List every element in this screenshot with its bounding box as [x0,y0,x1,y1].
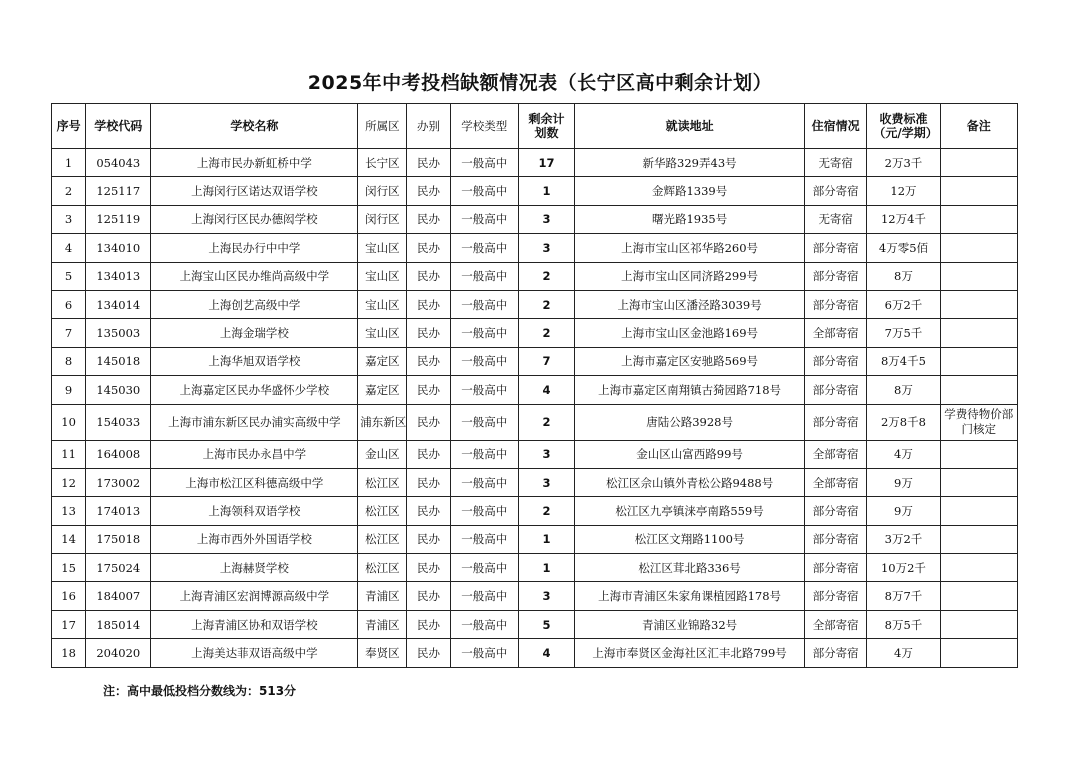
cell-address: 上海市嘉定区安驰路569号 [575,347,805,375]
cell-seq: 11 [52,440,86,468]
cell-school-type: 一般高中 [450,290,518,318]
table-row [52,440,1018,468]
cell-district: 松江区 [358,468,407,496]
cell-district: 宝山区 [358,234,407,262]
cell-boarding: 部分寄宿 [805,290,867,318]
cell-boarding: 部分寄宿 [805,262,867,290]
cell-boarding: 部分寄宿 [805,525,867,553]
header-school-type: 学校类型 [450,104,518,149]
cell-name: 上海市西外外国语学校 [151,525,358,553]
cell-address: 曙光路1935号 [575,205,805,233]
cell-address: 唐陆公路3928号 [575,404,805,440]
cell-district: 松江区 [358,497,407,525]
cell-remaining: 5 [518,610,574,638]
cell-boarding: 全部寄宿 [805,319,867,347]
cell-address: 上海市宝山区金池路169号 [575,319,805,347]
cell-address: 松江区九亭镇涞亭南路559号 [575,497,805,525]
cell-fee: 9万 [867,468,940,496]
cell-remaining: 3 [518,582,574,610]
cell-name: 上海宝山区民办维尚高级中学 [151,262,358,290]
cell-run-type: 民办 [407,234,450,262]
cell-note [940,554,1017,582]
cell-remaining: 17 [518,149,574,177]
header-note: 备注 [940,104,1017,149]
cell-name: 上海市民办永昌中学 [151,440,358,468]
cell-address: 上海市宝山区潘泾路3039号 [575,290,805,318]
cell-district: 闵行区 [358,177,407,205]
header-code: 学校代码 [86,104,151,149]
cell-run-type: 民办 [407,262,450,290]
header-boarding: 住宿情况 [805,104,867,149]
cell-fee: 8万 [867,262,940,290]
cell-note [940,149,1017,177]
cell-note [940,205,1017,233]
cell-district: 青浦区 [358,582,407,610]
cell-school-type: 一般高中 [450,554,518,582]
table-row [52,205,1018,233]
cell-code: 174013 [86,497,151,525]
table-row [52,639,1018,667]
cell-seq: 8 [52,347,86,375]
cell-district: 青浦区 [358,610,407,638]
cell-address: 松江区佘山镇外青松公路9488号 [575,468,805,496]
cell-school-type: 一般高中 [450,440,518,468]
cell-note [940,582,1017,610]
cell-remaining: 3 [518,440,574,468]
cell-seq: 18 [52,639,86,667]
cell-name: 上海赫贤学校 [151,554,358,582]
cell-note [940,376,1017,404]
cell-name: 上海民办行中中学 [151,234,358,262]
cell-fee: 4万零5佰 [867,234,940,262]
cell-district: 浦东新区 [358,404,407,440]
header-address: 就读地址 [575,104,805,149]
cell-seq: 17 [52,610,86,638]
header-fee: 收费标准（元/学期） [867,104,940,149]
table-row [52,149,1018,177]
cell-code: 175024 [86,554,151,582]
table-row [52,290,1018,318]
cell-address: 金山区山富西路99号 [575,440,805,468]
table-row [52,319,1018,347]
cell-fee: 2万8千8 [867,404,940,440]
cell-run-type: 民办 [407,554,450,582]
cell-code: 145018 [86,347,151,375]
cell-boarding: 全部寄宿 [805,440,867,468]
cell-seq: 10 [52,404,86,440]
cell-run-type: 民办 [407,440,450,468]
cell-fee: 9万 [867,497,940,525]
cell-seq: 3 [52,205,86,233]
cell-note [940,610,1017,638]
cell-note [940,290,1017,318]
table-row [52,582,1018,610]
cell-remaining: 2 [518,497,574,525]
cell-boarding: 无寄宿 [805,149,867,177]
cell-seq: 6 [52,290,86,318]
cell-seq: 4 [52,234,86,262]
cell-run-type: 民办 [407,376,450,404]
cell-seq: 16 [52,582,86,610]
cell-fee: 8万 [867,376,940,404]
cell-boarding: 部分寄宿 [805,177,867,205]
cell-run-type: 民办 [407,319,450,347]
cell-boarding: 部分寄宿 [805,582,867,610]
cell-district: 闵行区 [358,205,407,233]
cell-school-type: 一般高中 [450,404,518,440]
cell-code: 173002 [86,468,151,496]
cell-seq: 7 [52,319,86,347]
cell-fee: 10万2千 [867,554,940,582]
cell-fee: 8万7千 [867,582,940,610]
cell-address: 上海市奉贤区金海社区汇丰北路799号 [575,639,805,667]
table-row [52,404,1018,440]
cell-boarding: 无寄宿 [805,205,867,233]
table-row [52,234,1018,262]
cell-boarding: 全部寄宿 [805,610,867,638]
cell-school-type: 一般高中 [450,149,518,177]
cell-note [940,525,1017,553]
cell-address: 上海市嘉定区南翔镇古猗园路718号 [575,376,805,404]
cell-school-type: 一般高中 [450,347,518,375]
table-row [52,554,1018,582]
cell-name: 上海市民办新虹桥中学 [151,149,358,177]
cell-remaining: 1 [518,177,574,205]
cell-remaining: 2 [518,404,574,440]
cell-boarding: 部分寄宿 [805,497,867,525]
cell-note [940,347,1017,375]
cell-school-type: 一般高中 [450,234,518,262]
header-run-type: 办别 [407,104,450,149]
cell-school-type: 一般高中 [450,319,518,347]
cell-district: 金山区 [358,440,407,468]
cell-remaining: 2 [518,262,574,290]
cell-run-type: 民办 [407,525,450,553]
cell-school-type: 一般高中 [450,525,518,553]
cell-run-type: 民办 [407,497,450,525]
cell-note [940,262,1017,290]
cell-remaining: 7 [518,347,574,375]
table-row [52,177,1018,205]
cell-school-type: 一般高中 [450,376,518,404]
cell-fee: 2万3千 [867,149,940,177]
header-name: 学校名称 [151,104,358,149]
quota-table [51,103,1018,668]
cell-seq: 15 [52,554,86,582]
footnote: 注：高中最低投档分数线为：513分 [103,684,297,698]
cell-remaining: 2 [518,290,574,318]
cell-boarding: 部分寄宿 [805,404,867,440]
cell-remaining: 1 [518,554,574,582]
cell-address: 上海市宝山区同济路299号 [575,262,805,290]
cell-school-type: 一般高中 [450,610,518,638]
cell-address: 松江区茸北路336号 [575,554,805,582]
table-row [52,262,1018,290]
cell-fee: 3万2千 [867,525,940,553]
cell-seq: 12 [52,468,86,496]
cell-district: 嘉定区 [358,376,407,404]
table-row [52,468,1018,496]
cell-remaining: 3 [518,468,574,496]
cell-code: 175018 [86,525,151,553]
cell-school-type: 一般高中 [450,582,518,610]
cell-note [940,497,1017,525]
cell-school-type: 一般高中 [450,468,518,496]
cell-note: 学费待物价部门核定 [940,404,1017,440]
cell-note [940,234,1017,262]
table-row [52,525,1018,553]
cell-seq: 1 [52,149,86,177]
cell-name: 上海金瑞学校 [151,319,358,347]
cell-note [940,440,1017,468]
cell-name: 上海青浦区协和双语学校 [151,610,358,638]
cell-code: 134014 [86,290,151,318]
cell-boarding: 部分寄宿 [805,347,867,375]
cell-run-type: 民办 [407,347,450,375]
cell-note [940,319,1017,347]
cell-name: 上海美达菲双语高级中学 [151,639,358,667]
header-district: 所属区 [358,104,407,149]
cell-fee: 4万 [867,440,940,468]
cell-remaining: 3 [518,234,574,262]
cell-note [940,177,1017,205]
cell-district: 宝山区 [358,319,407,347]
cell-boarding: 部分寄宿 [805,376,867,404]
cell-fee: 12万 [867,177,940,205]
cell-address: 松江区文翔路1100号 [575,525,805,553]
header-seq: 序号 [52,104,86,149]
cell-name: 上海市松江区科德高级中学 [151,468,358,496]
table-row [52,347,1018,375]
cell-boarding: 全部寄宿 [805,468,867,496]
header-remaining: 剩余计划数 [518,104,574,149]
cell-name: 上海华旭双语学校 [151,347,358,375]
cell-district: 嘉定区 [358,347,407,375]
table-row [52,497,1018,525]
cell-code: 134010 [86,234,151,262]
cell-name: 上海嘉定区民办华盛怀少学校 [151,376,358,404]
cell-address: 金辉路1339号 [575,177,805,205]
cell-run-type: 民办 [407,582,450,610]
cell-code: 135003 [86,319,151,347]
cell-remaining: 3 [518,205,574,233]
cell-school-type: 一般高中 [450,205,518,233]
cell-address: 上海市青浦区朱家角课植园路178号 [575,582,805,610]
cell-code: 054043 [86,149,151,177]
cell-remaining: 2 [518,319,574,347]
cell-name: 上海闵行区诺达双语学校 [151,177,358,205]
cell-boarding: 部分寄宿 [805,639,867,667]
cell-boarding: 部分寄宿 [805,554,867,582]
cell-seq: 13 [52,497,86,525]
cell-fee: 8万4千5 [867,347,940,375]
cell-district: 长宁区 [358,149,407,177]
cell-boarding: 部分寄宿 [805,234,867,262]
cell-note [940,639,1017,667]
cell-run-type: 民办 [407,468,450,496]
cell-district: 宝山区 [358,262,407,290]
cell-fee: 7万5千 [867,319,940,347]
cell-code: 154033 [86,404,151,440]
cell-name: 上海闵行区民办德闳学校 [151,205,358,233]
table-row [52,376,1018,404]
cell-school-type: 一般高中 [450,177,518,205]
cell-run-type: 民办 [407,149,450,177]
cell-run-type: 民办 [407,639,450,667]
cell-run-type: 民办 [407,404,450,440]
cell-fee: 12万4千 [867,205,940,233]
cell-code: 125117 [86,177,151,205]
cell-remaining: 4 [518,639,574,667]
cell-remaining: 1 [518,525,574,553]
cell-district: 宝山区 [358,290,407,318]
cell-fee: 6万2千 [867,290,940,318]
page-title: 2025年中考投档缺额情况表（长宁区高中剩余计划） [307,72,773,94]
cell-fee: 4万 [867,639,940,667]
cell-code: 204020 [86,639,151,667]
cell-run-type: 民办 [407,290,450,318]
cell-code: 125119 [86,205,151,233]
cell-district: 奉贤区 [358,639,407,667]
cell-code: 164008 [86,440,151,468]
cell-seq: 14 [52,525,86,553]
cell-run-type: 民办 [407,205,450,233]
header-row [52,104,1018,149]
cell-school-type: 一般高中 [450,497,518,525]
cell-name: 上海领科双语学校 [151,497,358,525]
cell-code: 134013 [86,262,151,290]
cell-seq: 2 [52,177,86,205]
cell-code: 145030 [86,376,151,404]
cell-district: 松江区 [358,554,407,582]
cell-address: 新华路329弄43号 [575,149,805,177]
cell-name: 上海创艺高级中学 [151,290,358,318]
cell-name: 上海市浦东新区民办浦实高级中学 [151,404,358,440]
cell-code: 185014 [86,610,151,638]
cell-school-type: 一般高中 [450,262,518,290]
cell-note [940,468,1017,496]
cell-name: 上海青浦区宏润博源高级中学 [151,582,358,610]
table-row [52,610,1018,638]
cell-address: 上海市宝山区祁华路260号 [575,234,805,262]
cell-code: 184007 [86,582,151,610]
cell-seq: 5 [52,262,86,290]
cell-fee: 8万5千 [867,610,940,638]
cell-school-type: 一般高中 [450,639,518,667]
cell-district: 松江区 [358,525,407,553]
cell-seq: 9 [52,376,86,404]
cell-address: 青浦区业锦路32号 [575,610,805,638]
cell-run-type: 民办 [407,177,450,205]
cell-run-type: 民办 [407,610,450,638]
cell-remaining: 4 [518,376,574,404]
